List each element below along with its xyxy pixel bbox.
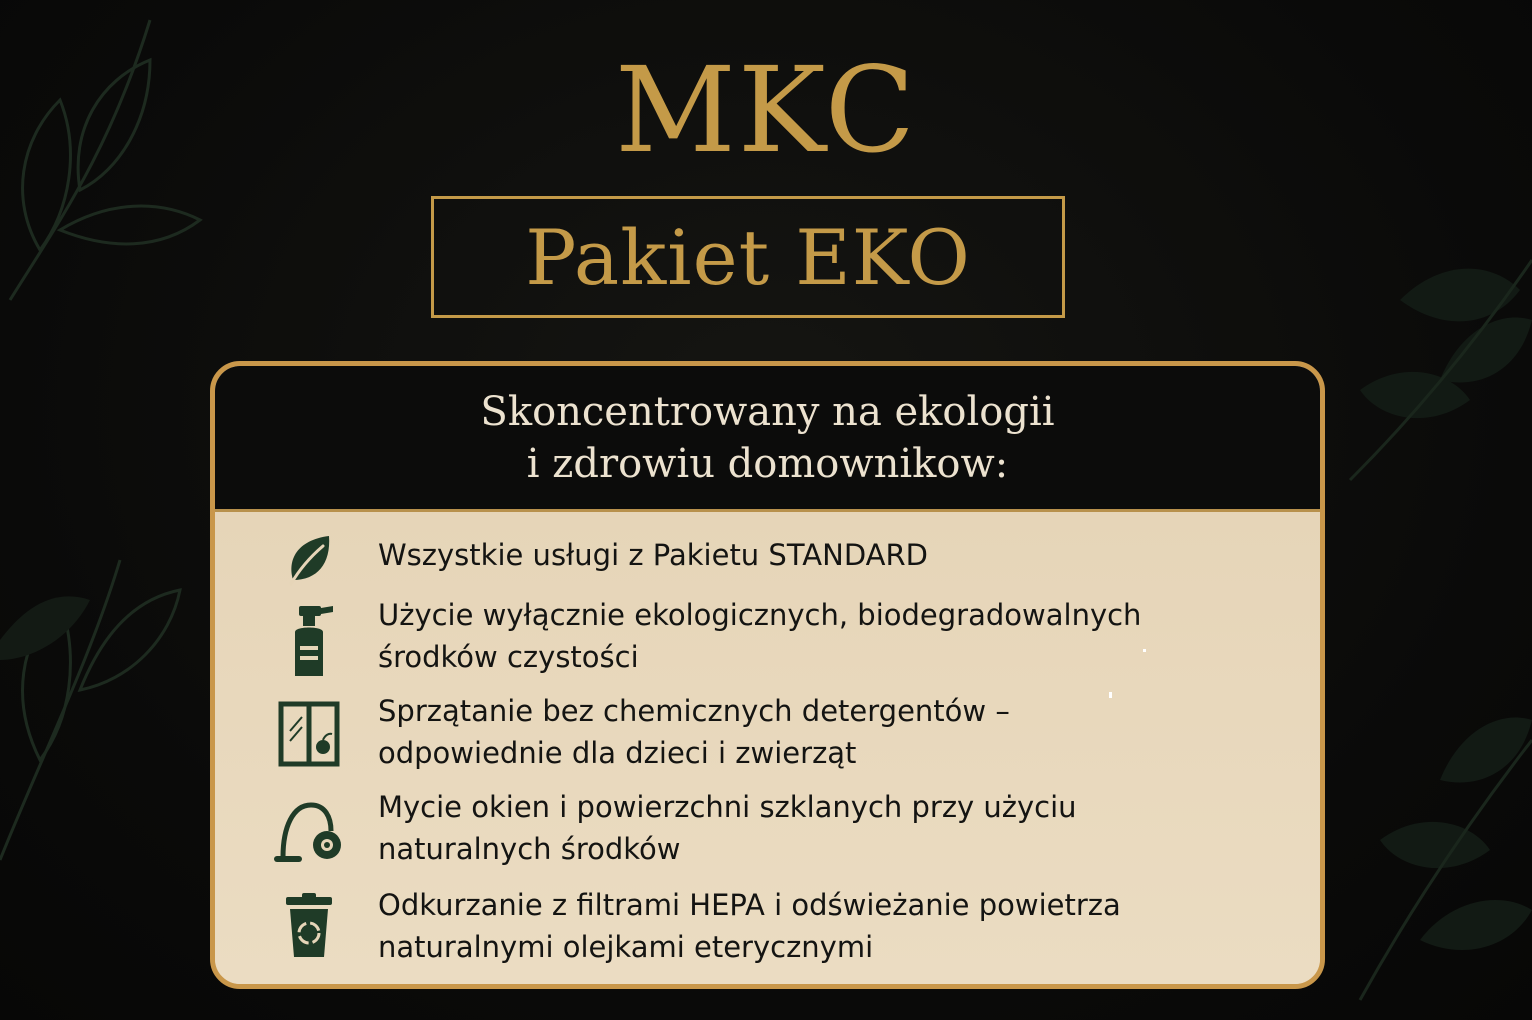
card-header xyxy=(215,366,1320,512)
leaf-branch-decoration-right xyxy=(1320,180,1532,1020)
feature-line: Wszystkie usługi z Pakietu STANDARD xyxy=(378,538,928,572)
sparkle-dot xyxy=(1109,692,1112,698)
feature-line: Użycie wyłącznie ekologicznych, biodegradowalnych xyxy=(378,598,1142,632)
leaf-icon xyxy=(273,524,345,596)
feature-text xyxy=(378,594,1278,678)
feature-item xyxy=(215,530,1320,590)
card-header-line-2: i zdrowiu domownikow: xyxy=(526,440,1009,487)
feature-text xyxy=(378,786,1278,870)
feature-list xyxy=(215,512,1320,984)
recycling-bin-icon xyxy=(273,890,345,962)
feature-line: naturalnymi olejkami eterycznymi xyxy=(378,930,874,964)
window-icon xyxy=(273,698,345,770)
feature-text xyxy=(378,534,1278,576)
feature-item xyxy=(215,884,1320,974)
feature-item xyxy=(215,594,1320,684)
feature-line: odpowiednie dla dzieci i zwierząt xyxy=(378,736,857,770)
feature-line: Odkurzanie z filtrami HEPA i odświeżanie powietrza xyxy=(378,888,1121,922)
package-details-card xyxy=(210,361,1325,989)
brand-logo-text: MKC xyxy=(614,41,918,179)
sparkle-dot xyxy=(1143,649,1146,652)
feature-item xyxy=(215,786,1320,876)
feature-line: Sprzątanie bez chemicznych detergentów – xyxy=(378,694,1010,728)
feature-text xyxy=(378,884,1278,968)
package-title-frame xyxy=(431,196,1065,318)
package-title: Pakiet EKO xyxy=(525,212,971,302)
feature-line: naturalnych środków xyxy=(378,832,681,866)
feature-text xyxy=(378,690,1278,774)
card-header-line-1: Skoncentrowany na ekologii xyxy=(480,388,1055,435)
feature-item xyxy=(215,690,1320,780)
feature-line: środków czystości xyxy=(378,640,639,674)
feature-line: Mycie okien i powierzchni szklanych przy użyciu xyxy=(378,790,1077,824)
vacuum-cleaner-icon xyxy=(273,794,345,866)
spray-bottle-icon xyxy=(273,602,345,682)
